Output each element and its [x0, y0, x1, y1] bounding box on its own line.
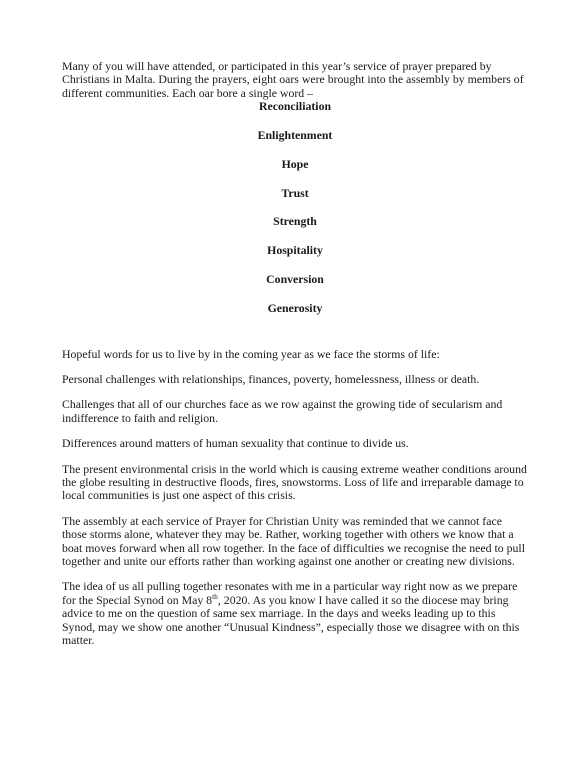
intro-paragraph: Many of you will have attended, or participated in this year’s service of prayer prepared by Christians in Malta. During the prayers, eight oars were brought into the assembly by members of different communities. Each oar bore a single word –: [62, 59, 524, 100]
oar-word-list: [62, 100, 528, 330]
closing-text-start: The idea of us all pulling together resonates with me in a particular way right now as we prepare for the Special Synod on May 8: [62, 579, 518, 607]
oar-word: Enlightenment: [257, 128, 333, 143]
body-paragraph: The assembly at each service of Prayer for Christian Unity was reminded that we cannot face those storms alone, whatever they may be. Rather, working together with others we know that a boat moves forward when all row together. In the face of difficulties we recognise the need to pull together and unite our efforts rather than working against one another or creating new divisions.: [62, 513, 525, 569]
ordinal-suffix: th: [212, 591, 218, 601]
oar-word: Reconciliation: [258, 99, 332, 114]
body-paragraph: Differences around matters of human sexuality that continue to divide us.: [62, 436, 409, 451]
body-paragraph: Hopeful words for us to live by in the coming year as we face the storms of life:: [62, 346, 440, 361]
oar-word: Hospitality: [267, 243, 323, 258]
closing-text-end: , 2020. As you know I have called it so the diocese may bring advice to me on the question of same sex marriage. In the days and weeks leading up to this Synod, may we show one another “Unusual Kindness”, especially those we disagree with on this matter.: [62, 592, 520, 648]
letter-page: [62, 60, 528, 660]
oar-word: Trust: [281, 185, 309, 200]
body-paragraph: Challenges that all of our churches face as we row against the growing tide of secularism and indifference to faith and religion.: [62, 397, 503, 425]
closing-paragraph: [62, 580, 528, 647]
oar-word: Generosity: [267, 300, 323, 315]
section-spacer: [62, 331, 528, 348]
oar-word: Conversion: [266, 272, 324, 286]
oar-word: Hope: [281, 156, 309, 171]
body-paragraph: The present environmental crisis in the world which is causing extreme weather conditions around the globe resulting in destructive floods, fires, snowstorms. Loss of life and irreparable damage to local communities is just one aspect of this crisis.: [62, 461, 527, 503]
oar-word: Strength: [273, 214, 317, 229]
body-paragraph: Personal challenges with relationships, finances, poverty, homelessness, illness or death.: [62, 372, 480, 386]
